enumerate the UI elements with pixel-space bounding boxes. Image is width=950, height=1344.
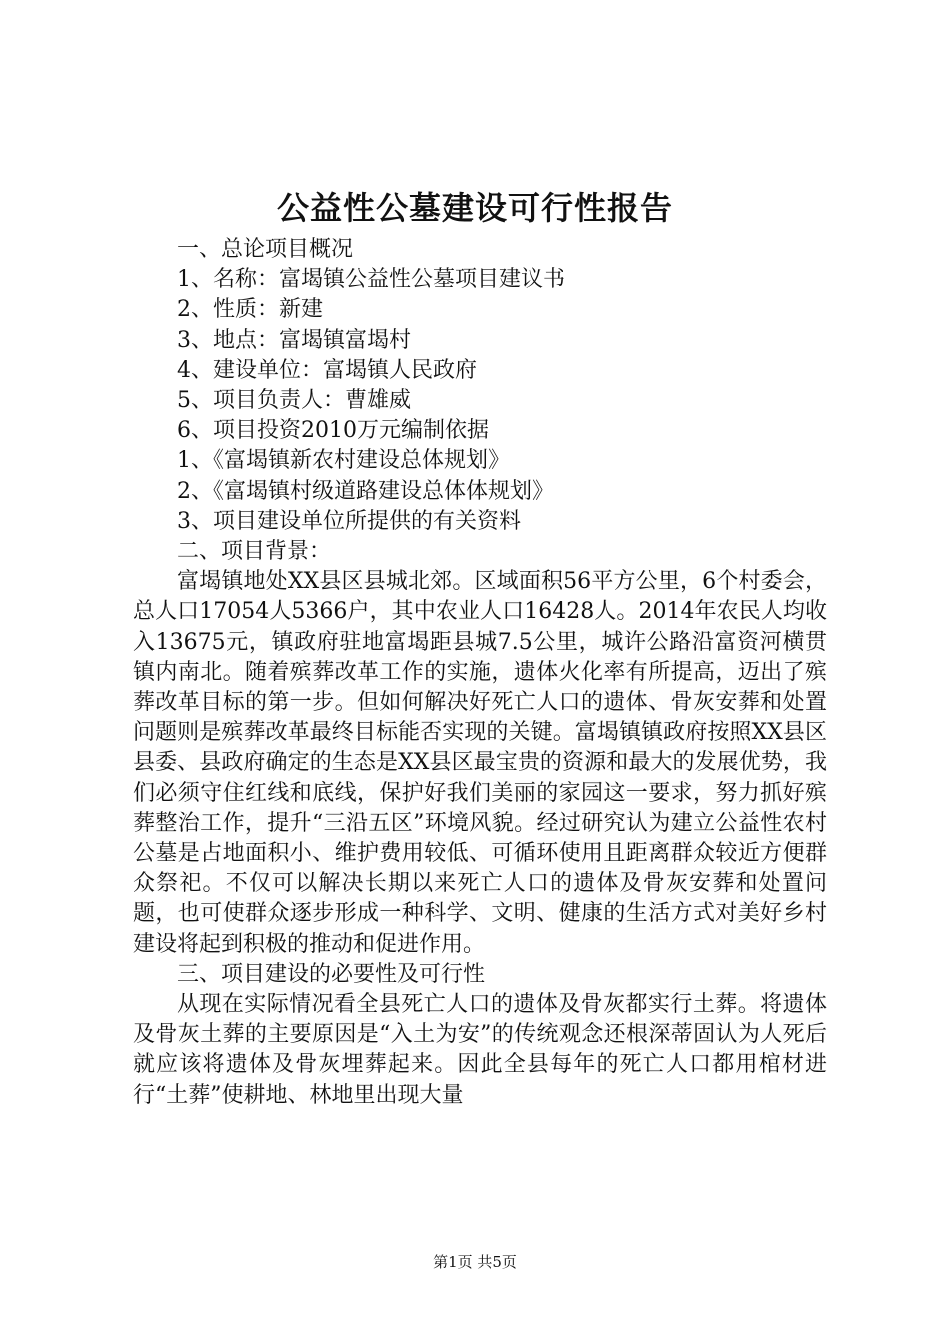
- list-item-investment: 6、项目投资2010万元编制依据: [177, 418, 489, 444]
- document-title: 公益性公墓建设可行性报告: [276, 189, 673, 227]
- section-heading-background: 二、项目背景：: [177, 539, 332, 565]
- section-heading-necessity: 三、项目建设的必要性及可行性: [177, 961, 486, 987]
- list-item-location: 3、地点：富堨镇富堨村: [177, 327, 411, 353]
- list-item-builder: 4、建设单位：富堨镇人民政府: [177, 357, 477, 383]
- list-item-basis-3: 3、项目建设单位所提供的有关资料: [177, 508, 521, 534]
- page-number-footer: 第1页 共5页: [433, 1253, 517, 1271]
- list-item-nature: 2、性质：新建: [177, 297, 323, 323]
- background-paragraph: 富堨镇地处XX县区县城北郊。区域面积56平方公里，6个村委会，总人口17054人5366户，其中农业人口16428人。2014年农民人均收入13675元，镇政府驻地富堨距县城7.5公里，城许公路沿富资河横贯镇内南北。随着殡葬改革工作的实施，遗体火化率有所提高，迈出了殡葬改革目标的第一步。但如何解决好死亡人口的遗体、骨灰安葬和处置问题则是殡葬改革最终目标能否实现的关键。富堨镇镇政府按照XX县区县委、县政府确定的生态是XX县区最宝贵的资源和最大的发展优势，我们必须守住红线和底线，保护好我们美丽的家园这一要求，努力抓好殡葬整治工作，提升“三沿五区”环境风貌。经过研究认为建立公益性农村公墓是占地面积小、维护费用较低、可循环使用且距离群众较近方便群众祭祀。不仅可以解决长期以来死亡人口的遗体及骨灰安葬和处置问题，也可使群众逐步形成一种科学、文明、健康的生活方式对美好乡村建设将起到积极的推动和促进作用。: [133, 569, 827, 957]
- necessity-paragraph: 从现在实际情况看全县死亡人口的遗体及骨灰都实行土葬。将遗体及骨灰土葬的主要原因是“入土为安”的传统观念还根深蒂固认为人死后就应该将遗体及骨灰埋葬起来。因此全县每年的死亡人口都用棺材进行“土葬”使耕地、林地里出现大量: [133, 992, 827, 1108]
- document-body: [133, 235, 827, 1111]
- list-item-leader: 5、项目负责人：曹雄威: [177, 388, 411, 414]
- list-item-name: 1、名称：富堨镇公益性公墓项目建议书: [177, 267, 565, 293]
- list-item-basis-1: 1、《富堨镇新农村建设总体规划》: [177, 448, 510, 474]
- list-item-basis-2: 2、《富堨镇村级道路建设总体体规划》: [177, 478, 554, 504]
- section-heading-overview: 一、总论项目概况: [177, 237, 354, 262]
